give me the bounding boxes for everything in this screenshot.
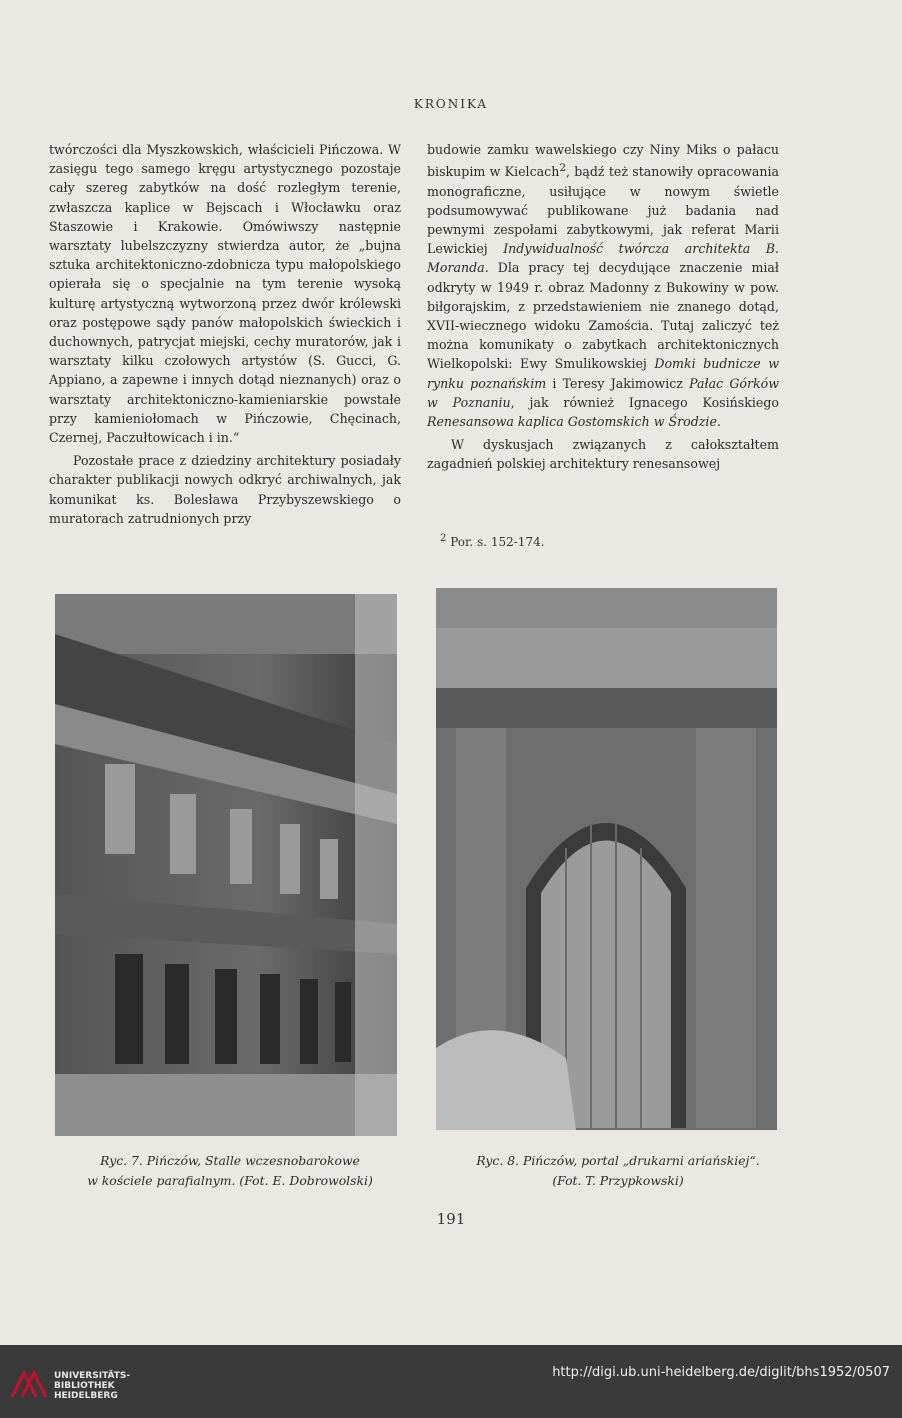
library-name xyxy=(54,1371,130,1401)
permalink-url[interactable]: http://digi.ub.uni-heidelberg.de/diglit/bhs1952/0507 xyxy=(552,1365,890,1380)
footnote-reference: 2 xyxy=(559,162,566,175)
italic-title: Domki budnicze w rynku poznańskim xyxy=(427,356,779,391)
left-text-column xyxy=(49,140,401,528)
caption-line: Ryc. 7. Pińczów, Stalle wczesnobarokowe xyxy=(100,1153,360,1168)
text-run: i Teresy Jakimowicz xyxy=(546,375,690,391)
photo-portal xyxy=(436,588,777,1130)
left-paragraph-1: twórczości dla Myszkowskich, właścicieli Pińczowa. W zasięgu tego samego kręgu artystycznego pozostaje cały szereg zabytków na dość rozległym terenie, zwłaszcza kaplice w Bejscach i Włocławku oraz Staszowie i Krakowie. Omówiwszy następnie warsztaty lubelszczyzny stwierdza autor, że „bujna sztuka architektoniczno-zdobnicza typu małopolskiego opierała się o specjalnie na tym terenie wysoką kulturę artystyczną wytworzoną przez dwór królewski oraz postępowe sądy panów małopolskich świeckich i duchownych, patrycjat miejski, cechy muratorów, jak i warsztaty kilku czołowych artystów (S. Gucci, G. Appiano, a zapewne i innych dotąd nieznanych) oraz o warsztaty architektoniczno-kamieniarskie powstałe przy kamieniołomach w Pińczowie, Chęcinach, Czernej, Paczułtowicach i in.“ xyxy=(49,142,401,446)
italic-title: Pałac Górków w Poznaniu xyxy=(427,375,779,410)
italic-title: Renesansowa kaplica Gostomskich w Środzie xyxy=(427,414,717,430)
library-name-line: UNIVERSITÄTS- xyxy=(54,1371,131,1381)
caption-line: (Fot. T. Przypkowski) xyxy=(552,1173,684,1188)
caption-line: w kościele parafialnym. (Fot. E. Dobrowolski) xyxy=(87,1173,373,1188)
text-run: . Dla pracy tej decydujące znaczenie miał odkryty w 1949 r. obraz Madonny z Bukowiny w pow. biłgorajskim, z przedstawieniem nie znanego dotąd, XVII-wiecznego widoku Zamościa. Tutaj zaliczyć też można komunikaty o zabytkach architektonicznych Wielkopolski: Ewy Smulikowskiej xyxy=(427,260,779,372)
text-run: , bądź też stanowiły opracowania monograficzne, usiłujące w nowym świetle podsumowywać publikowane już badania nad pewnymi zespołami zabytkowymi, jak referat Marii Lewickiej xyxy=(427,164,779,257)
text-run: budowie zamku wawelskiego czy Niny Miks o pałacu biskupim w Kielcach xyxy=(427,142,779,180)
footnote xyxy=(440,533,545,549)
library-footer xyxy=(0,1345,902,1418)
photo-choir-stalls xyxy=(55,594,397,1136)
italic-title: Indywidualność twórcza architekta B. Moranda xyxy=(427,241,779,276)
text-run: . xyxy=(716,414,721,430)
footnote-mark: 2 xyxy=(440,533,447,544)
right-text-column xyxy=(427,140,779,474)
page-number: 191 xyxy=(436,1210,466,1228)
library-name-line: BIBLIOTHEK xyxy=(54,1381,115,1391)
footnote-text: Por. s. 152-174. xyxy=(450,535,545,549)
library-name-line: HEIDELBERG xyxy=(54,1391,118,1401)
right-paragraph-2: W dyskusjach związanych z całokształtem zagadnień polskiej architektury renesansowej xyxy=(427,437,779,472)
figure-caption-8 xyxy=(418,1151,818,1191)
right-paragraph-1 xyxy=(427,140,779,431)
figure-caption-7 xyxy=(40,1151,420,1191)
left-paragraph-2: Pozostałe prace z dziedziny architektury posiadały charakter publikacji nowych odkryć archiwalnych, jak komunikat ks. Bolesława Przybyszewskiego o muratorach zatrudnionych przy xyxy=(49,453,401,526)
running-title: KRONIKA xyxy=(413,97,489,111)
library-logo-icon xyxy=(10,1367,48,1403)
text-run: , jak również Ignacego Kosińskiego xyxy=(510,394,779,410)
caption-line: Ryc. 8. Pińczów, portal „drukarni ariańskiej“. xyxy=(476,1153,760,1168)
